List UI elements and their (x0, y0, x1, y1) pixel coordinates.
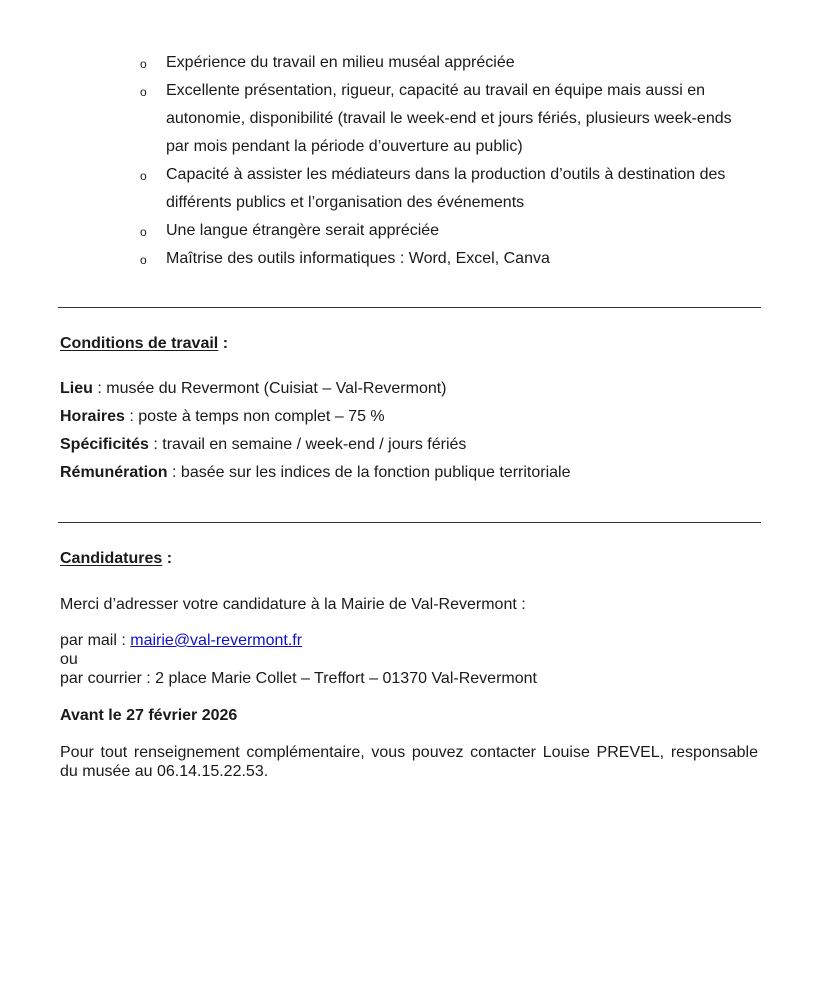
condition-sep: : (148, 436, 163, 453)
deadline: Avant le 27 février 2026 (60, 707, 238, 724)
condition-row (60, 403, 780, 431)
list-item (140, 245, 750, 273)
or-text: ou (60, 651, 78, 668)
condition-sep: : (167, 464, 181, 481)
requirements-list (140, 49, 750, 273)
email-link[interactable]: mairie@val-revermont.fr (130, 632, 303, 649)
condition-row (60, 459, 780, 487)
conditions-list (60, 375, 780, 487)
bullet-icon: o (140, 85, 147, 99)
condition-value: basée sur les indices de la fonction publique territoriale (180, 464, 571, 481)
bullet-icon: o (140, 225, 147, 239)
candidatures-heading (60, 550, 172, 568)
list-item-text: Expérience du travail en milieu muséal appréciée (166, 54, 515, 71)
candidatures-title-suffix: : (162, 550, 173, 567)
list-item (140, 49, 750, 77)
section-divider (58, 307, 761, 308)
list-item (140, 217, 750, 245)
condition-row (60, 375, 780, 403)
condition-label: Lieu (60, 380, 93, 397)
section-divider (58, 522, 761, 523)
contact-paragraph: Pour tout renseignement complémentaire, vous pouvez contacter Louise PREVEL, responsable du musée au 06.14.15.22.53. (60, 744, 758, 780)
bullet-icon: o (140, 169, 147, 183)
condition-row (60, 431, 780, 459)
list-item-text: Maîtrise des outils informatiques : Word, Excel, Canva (166, 250, 550, 267)
list-item-text: Excellente présentation, rigueur, capacité au travail en équipe mais aussi en autonomie, disponibilité (travail le week-end et jours fériés, plusieurs week-ends par mois pendant la période d’ouverture au public) (166, 82, 732, 155)
condition-label: Spécificités (60, 436, 149, 453)
conditions-title-suffix: : (218, 335, 229, 352)
condition-value: poste à temps non complet – 75 % (138, 408, 385, 425)
conditions-title: Conditions de travail (60, 335, 219, 352)
bullet-icon: o (140, 57, 147, 71)
condition-sep: : (92, 380, 107, 397)
list-item (140, 77, 750, 161)
candidatures-title: Candidatures (60, 550, 163, 567)
condition-sep: : (124, 408, 139, 425)
conditions-heading (60, 335, 228, 353)
condition-label: Rémunération (60, 464, 168, 481)
mail-line (60, 631, 302, 650)
condition-value: travail en semaine / week-end / jours fériés (162, 436, 467, 453)
list-item-text: Une langue étrangère serait appréciée (166, 222, 440, 239)
list-item (140, 161, 750, 217)
condition-value: musée du Revermont (Cuisiat – Val-Revermont) (106, 380, 447, 397)
bullet-icon: o (140, 253, 147, 267)
candidature-intro: Merci d’adresser votre candidature à la Mairie de Val-Revermont : (60, 596, 526, 613)
condition-label: Horaires (60, 408, 125, 425)
mail-prefix: par mail : (60, 632, 131, 649)
courrier-line: par courrier : 2 place Marie Collet – Treffort – 01370 Val-Revermont (60, 670, 537, 687)
list-item-text: Capacité à assister les médiateurs dans la production d’outils à destination des différents publics et l’organisation des événements (166, 166, 726, 211)
